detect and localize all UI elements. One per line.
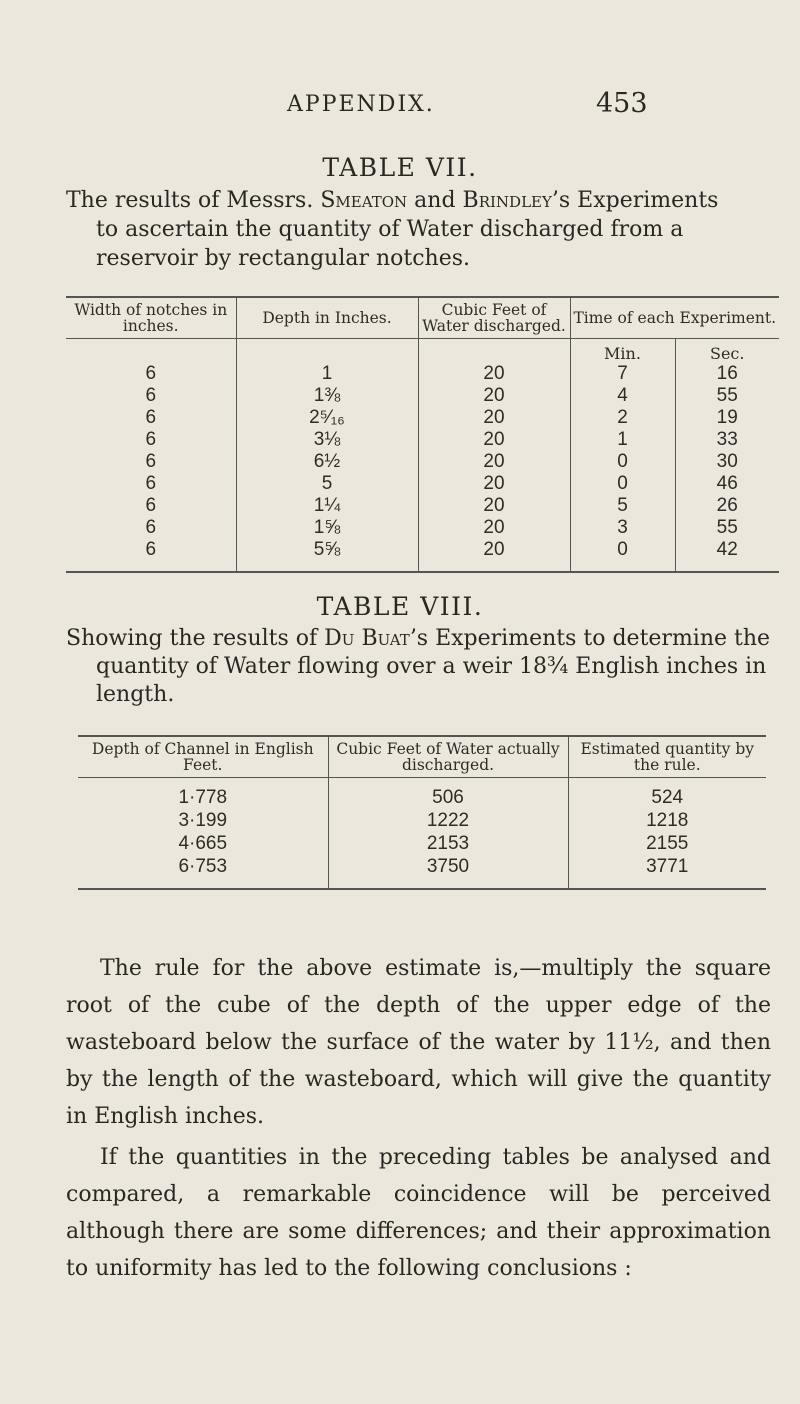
min-cell: 7	[570, 363, 675, 385]
table7-intro	[66, 186, 771, 273]
depth-cell: 1⅜	[236, 385, 418, 407]
width-cell: 6	[145, 363, 157, 384]
sec-cell: 19	[675, 407, 779, 429]
table7-unit-sec: Sec.	[675, 339, 779, 364]
table8-intro	[66, 625, 771, 709]
cubic-cell: 20	[418, 363, 570, 385]
table8-intro-name: Du Buat	[324, 626, 410, 651]
table7-intro-text: The results of Messrs.	[66, 188, 314, 213]
table8	[78, 735, 766, 890]
sec-cell: 55	[675, 385, 779, 407]
running-title: APPENDIX.	[287, 92, 435, 117]
table-row	[66, 429, 779, 451]
table-row	[66, 539, 779, 572]
depth-cell: 6½	[236, 451, 418, 473]
depth-cell: 4·665	[178, 832, 228, 854]
depth-cell: 1¼	[236, 495, 418, 517]
table7-intro-name2: Brindley	[462, 188, 552, 213]
table-row	[78, 855, 766, 889]
sec-cell: 16	[675, 363, 779, 385]
depth-cell: 1⅝	[236, 517, 418, 539]
table7-intro-and: and	[414, 188, 456, 213]
min-cell: 3	[570, 517, 675, 539]
table8-intro-before: Showing the results of	[66, 626, 318, 651]
sec-cell: 30	[675, 451, 779, 473]
table7-units-row	[66, 339, 779, 364]
table8-intro-line1	[66, 625, 771, 653]
cubic-cell: 20	[418, 517, 570, 539]
table7-header-width: Width of notches in inches.	[66, 297, 236, 339]
min-cell: 0	[570, 539, 675, 572]
table7-intro-after: ’s Experiments	[551, 188, 719, 213]
depth-cell: 2⁵⁄₁₆	[236, 407, 418, 429]
paragraph-analysis: If the quantities in the preceding tables be analysed and compared, a remarkable coincidence will be perceived although there are some differences; and their approximation to uniformity has led to the following conclusions :	[66, 1145, 771, 1281]
table7-intro-line1	[66, 186, 771, 215]
cubic-cell: 20	[418, 495, 570, 517]
depth-cell: 1	[236, 363, 418, 385]
table8-header-actual: Cubic Feet of Water actually discharged.	[328, 736, 568, 778]
min-cell: 5	[570, 495, 675, 517]
min-cell: 4	[570, 385, 675, 407]
sec-cell: 42	[675, 539, 779, 572]
table-row	[66, 495, 779, 517]
table-row	[78, 778, 766, 810]
sec-cell: 55	[675, 517, 779, 539]
sec-cell: 33	[675, 429, 779, 451]
estimated-cell: 1218	[568, 809, 766, 832]
table8-header-estimated: Estimated quantity by the rule.	[568, 736, 766, 778]
table7-unit-min: Min.	[570, 339, 675, 364]
table-row	[66, 473, 779, 495]
sec-cell: 26	[675, 495, 779, 517]
table7-header-depth: Depth in Inches.	[236, 297, 418, 339]
table7-title: TABLE VII.	[322, 153, 478, 182]
actual-cell: 3750	[328, 855, 568, 889]
min-cell: 0	[570, 473, 675, 495]
table8-intro-rest: quantity of Water flowing over a weir 18¾ English inches in length.	[96, 654, 767, 707]
table-row	[66, 517, 779, 539]
cubic-cell: 20	[418, 429, 570, 451]
table7-header-time: Time of each Experiment.	[570, 297, 779, 339]
depth-cell: 5	[236, 473, 418, 495]
estimated-cell: 2155	[568, 832, 766, 855]
depth-cell: 1·778	[178, 786, 228, 808]
estimated-cell: 3771	[568, 855, 766, 889]
table7	[66, 296, 779, 573]
body-text	[66, 950, 771, 1287]
width-cell: 6	[145, 429, 157, 450]
min-cell: 2	[570, 407, 675, 429]
width-cell: 6	[145, 407, 157, 428]
cubic-cell: 20	[418, 473, 570, 495]
depth-cell: 5⅝	[236, 539, 418, 572]
min-cell: 0	[570, 451, 675, 473]
depth-cell: 3·199	[178, 809, 228, 831]
cubic-cell: 20	[418, 539, 570, 572]
table7-intro-rest: to ascertain the quantity of Water discharged from a reservoir by rectangular notches.	[96, 217, 684, 271]
table-row	[66, 363, 779, 385]
page-number: 453	[596, 88, 648, 119]
width-cell: 6	[145, 517, 157, 538]
page-header	[0, 88, 800, 132]
table7-header-cubic: Cubic Feet of Water discharged.	[418, 297, 570, 339]
sec-cell: 46	[675, 473, 779, 495]
cubic-cell: 20	[418, 451, 570, 473]
width-cell: 6	[145, 539, 157, 560]
table8-title: TABLE VIII.	[316, 592, 484, 621]
width-cell: 6	[145, 473, 157, 494]
cubic-cell: 20	[418, 385, 570, 407]
table-row	[66, 407, 779, 429]
cubic-cell: 20	[418, 407, 570, 429]
table8-intro-after: ’s Experiments to determine the	[409, 626, 771, 651]
width-cell: 6	[145, 385, 157, 406]
table-row	[78, 832, 766, 855]
table7-intro-name1: Smeaton	[320, 188, 408, 213]
table-row	[66, 451, 779, 473]
table8-header-row	[78, 736, 766, 778]
width-cell: 6	[145, 495, 157, 516]
estimated-cell: 524	[568, 778, 766, 810]
depth-cell: 3⅛	[236, 429, 418, 451]
depth-cell: 6·753	[178, 855, 228, 877]
table-row	[66, 385, 779, 407]
table7-header-row	[66, 297, 779, 339]
table8-header-depth: Depth of Channel in English Feet.	[78, 736, 328, 778]
actual-cell: 506	[328, 778, 568, 810]
actual-cell: 2153	[328, 832, 568, 855]
table-row	[78, 809, 766, 832]
actual-cell: 1222	[328, 809, 568, 832]
min-cell: 1	[570, 429, 675, 451]
width-cell: 6	[145, 451, 157, 472]
paragraph-rule: The rule for the above estimate is,—multiply the square root of the cube of the depth of the upper edge of the wasteboard below the surface of the water by 11½, and then by the length of the wasteboard, which will give the quantity in English inches.	[66, 956, 771, 1129]
